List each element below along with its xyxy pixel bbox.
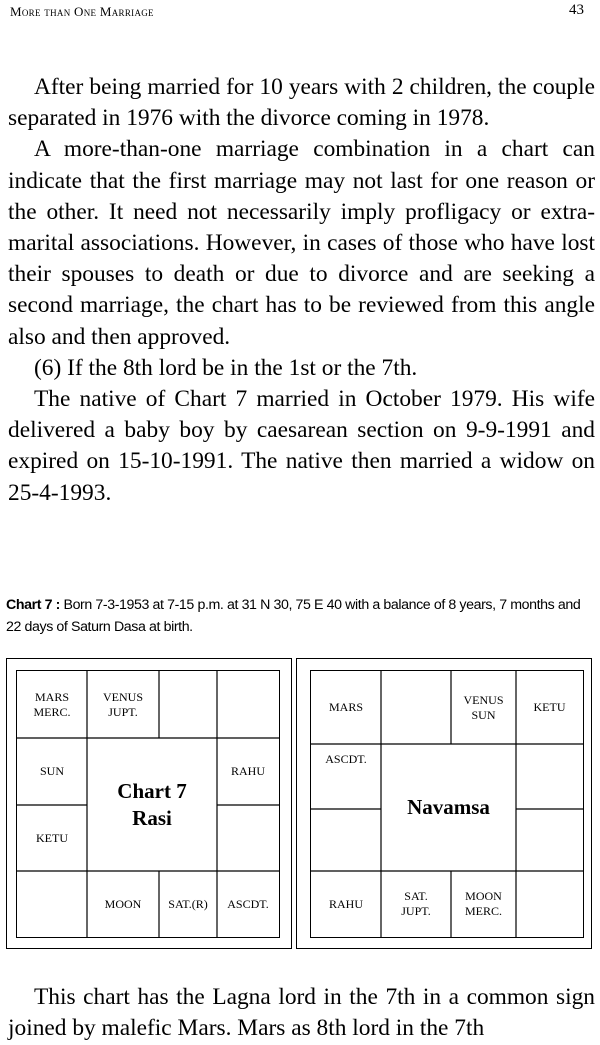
navamsa-house-top-3 [451,671,516,744]
planet-label: MARS [34,689,69,704]
rasi-house-left-2 [17,805,87,871]
paragraph: (6) If the 8th lord be in the 1st or the 7th. [34,354,418,381]
planet-label: MOON [465,889,502,903]
planet-label: RAHU [230,764,265,778]
navamsa-house-right-2 [516,809,583,871]
body-text [8,72,595,509]
planet-label: VENUS [463,692,504,707]
navamsa-house-bottom-2 [381,871,451,937]
rasi-house-left-1 [17,738,87,805]
planet-label: SAT.(R) [168,896,208,911]
running-header: More than One Marriage [10,4,154,19]
navamsa-house-right-1 [516,744,583,809]
navamsa-house-top-1 [311,671,381,744]
navamsa-chart-title [381,744,516,871]
planet-label: JUPT. [108,704,138,719]
paragraph: This chart has the Lagna lord in the 7th in a common sign joined by malefic Mars. Mars as 8th lord in the 7th [8,984,595,1042]
planet-label: ASCDT. [325,752,367,766]
planet-label: SAT. [404,889,428,903]
paragraph: The native of Chart 7 married in October 1979. His wife delivered a baby boy by caesarean section on 9-9-1991 and expired on 15-10-1991. The native then married a widow on 25-4-1993. [8,386,595,506]
planet-label: MARS [328,700,363,714]
rasi-house-bottom-2 [87,871,159,937]
caption-label: Chart 7 : [6,597,60,613]
planet-label: RAHU [328,896,363,911]
rasi-house-right-2 [217,805,279,871]
rasi-house-bottom-4 [217,871,279,937]
rasi-title-line2: Rasi [132,805,172,830]
planet-label: MERC. [33,704,71,719]
rasi-title-line1: Chart 7 [117,778,187,803]
navamsa-house-bottom-1 [311,871,381,937]
planet-label: KETU [36,830,68,845]
rasi-house-right-1 [217,738,279,805]
navamsa-house-top-4 [516,671,583,744]
navamsa-house-left-2 [311,809,381,871]
planet-label: SUN [39,764,64,778]
rasi-house-bottom-1 [17,871,87,937]
rasi-chart [16,670,280,938]
planet-label: ASCDT. [227,896,269,911]
planet-label: KETU [533,700,566,714]
chart-caption [6,594,596,638]
planet-label: JUPT. [401,904,431,918]
rasi-house-top-2 [87,671,159,738]
navamsa-house-top-2 [381,671,451,744]
rasi-house-bottom-3 [159,871,217,937]
navamsa-house-bottom-4 [516,871,583,937]
navamsa-house-left-1 [311,744,381,809]
planet-label: MERC. [464,904,502,918]
paragraph: A more-than-one marriage combination in a chart can indicate that the first marriage may not last for one reason or the other. It need not necessarily imply profligacy or extra-marital associations. However, in cases of those who have lost their spouses to death or due to divorce and are seeking a second marriage, the chart has to be reviewed from this angle also and then approved. [8,136,595,350]
page-number: 43 [569,2,584,18]
paragraph: After being married for 10 years with 2 children, the couple separated in 1976 with the divorce coming in 1978. [8,74,595,132]
rasi-house-top-3 [159,671,217,738]
rasi-house-top-1 [17,671,87,738]
navamsa-house-bottom-3 [451,871,516,937]
caption-text: Born 7-3-1953 at 7-15 p.m. at 31 N 30, 75 E 40 with a balance of 8 years, 7 months and 22 days of Saturn Dasa at birth. [6,597,581,635]
planet-label: MOON [104,896,142,911]
bottom-text [8,982,595,1044]
navamsa-chart [310,670,584,938]
rasi-chart-title [87,738,217,871]
rasi-house-top-4 [217,671,279,738]
navamsa-title: Navamsa [407,795,490,819]
planet-label: VENUS [102,689,143,704]
planet-label: SUN [471,707,496,722]
